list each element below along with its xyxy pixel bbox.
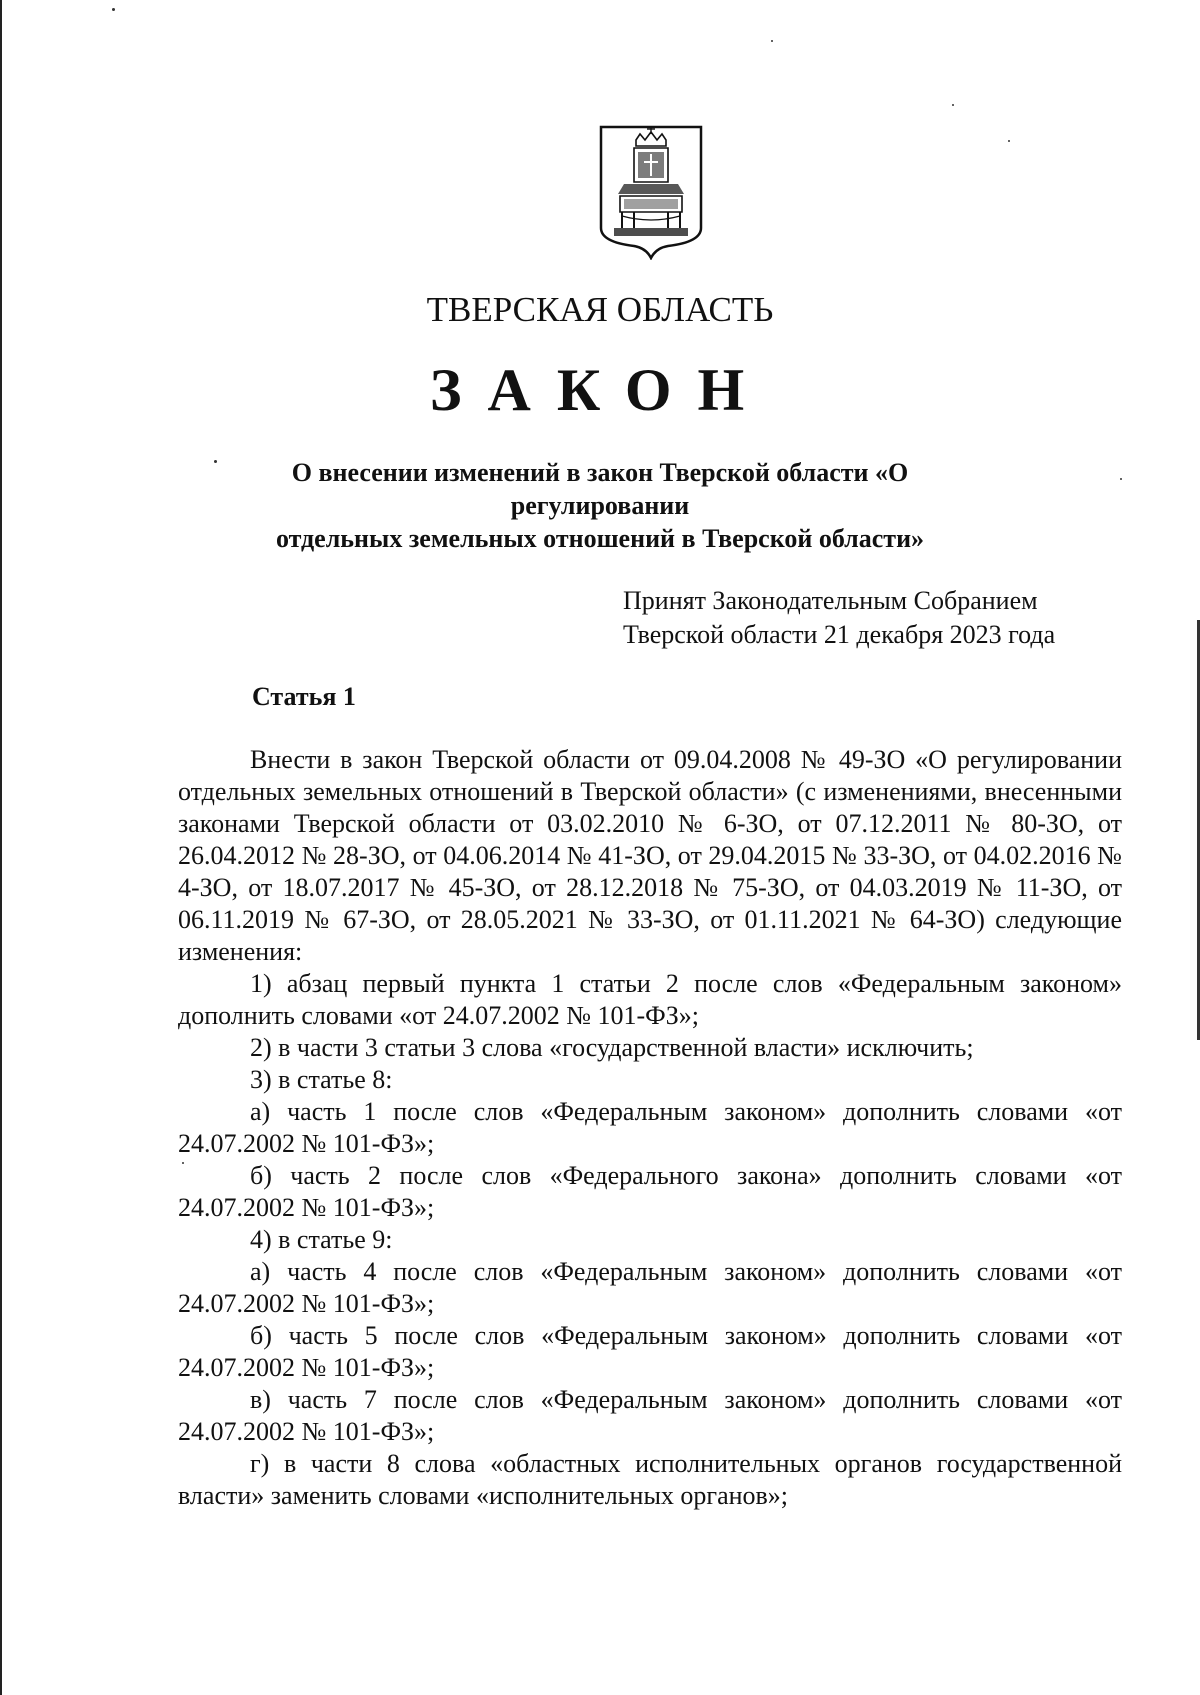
adoption-note	[623, 584, 1055, 652]
document-subject-line: О внесении изменений в закон Тверской области «О регулировании	[291, 458, 909, 520]
tver-coat-of-arms-icon	[598, 124, 704, 260]
article-paragraph: а) часть 4 после слов «Федеральным законом» дополнить словами «от 24.07.2002 № 101-ФЗ»;	[178, 1257, 1122, 1318]
document-subject	[200, 456, 1000, 555]
article-heading: Статья 1	[252, 682, 356, 711]
scan-speck	[1120, 478, 1122, 480]
article-paragraph: б) часть 2 после слов «Федерального закона» дополнить словами «от 24.07.2002 № 101-ФЗ»;	[178, 1161, 1122, 1222]
scan-speck	[771, 40, 773, 42]
article-paragraph: 4) в статье 9:	[250, 1225, 393, 1254]
adoption-note-line: Принят Законодательным Собранием	[623, 586, 1038, 615]
article-paragraph: в) часть 7 после слов «Федеральным законом» дополнить словами «от 24.07.2002 № 101-ФЗ»;	[178, 1385, 1122, 1446]
document-type-title: ЗАКОН	[429, 357, 771, 423]
article-paragraph: 2) в части 3 статьи 3 слова «государственной власти» исключить;	[250, 1033, 974, 1062]
scan-speck	[952, 104, 954, 106]
article-paragraph: Внести в закон Тверской области от 09.04.2008 № 49-ЗО «О регулировании отдельных земельных отношений в Тверской области» (с изменениями, внесенными законами Тверской области от 03.02.2010 № 6-ЗО, от 07.12.2011 № 80-ЗО, от 26.04.2012 № 28-ЗО, от 04.06.2014 № 41-ЗО, от 29.04.2015 № 33-ЗО, от 04.02.2016 № 4-ЗО, от 18.07.2017 № 45-ЗО, от 28.12.2018 № 75-ЗО, от 04.03.2019 № 11-ЗО, от 06.11.2019 № 67-ЗО, от 28.05.2021 № 33-ЗО, от 01.11.2021 № 64-ЗО) следующие изменения:	[178, 745, 1122, 966]
article-paragraph: б) часть 5 после слов «Федеральным законом» дополнить словами «от 24.07.2002 № 101-ФЗ»;	[178, 1321, 1122, 1382]
region-title: ТВЕРСКАЯ ОБЛАСТЬ	[426, 290, 774, 329]
article-body	[178, 744, 1122, 1512]
scan-speck	[1008, 140, 1010, 142]
article-paragraph: г) в части 8 слова «областных исполнительных органов государственной власти» заменить словами «исполнительных органов»;	[178, 1449, 1122, 1510]
adoption-note-line: Тверской области 21 декабря 2023 года	[623, 620, 1056, 649]
document-subject-line: отдельных земельных отношений в Тверской области»	[275, 524, 925, 553]
article-paragraph: 1) абзац первый пункта 1 статьи 2 после слов «Федеральным законом» дополнить словами «от 24.07.2002 № 101-ФЗ»;	[178, 969, 1122, 1030]
article-paragraph: а) часть 1 после слов «Федеральным законом» дополнить словами «от 24.07.2002 № 101-ФЗ»;	[178, 1097, 1122, 1158]
scan-speck	[112, 8, 115, 11]
article-paragraph: 3) в статье 8:	[250, 1065, 393, 1094]
scan-edge-left	[0, 0, 2, 1695]
